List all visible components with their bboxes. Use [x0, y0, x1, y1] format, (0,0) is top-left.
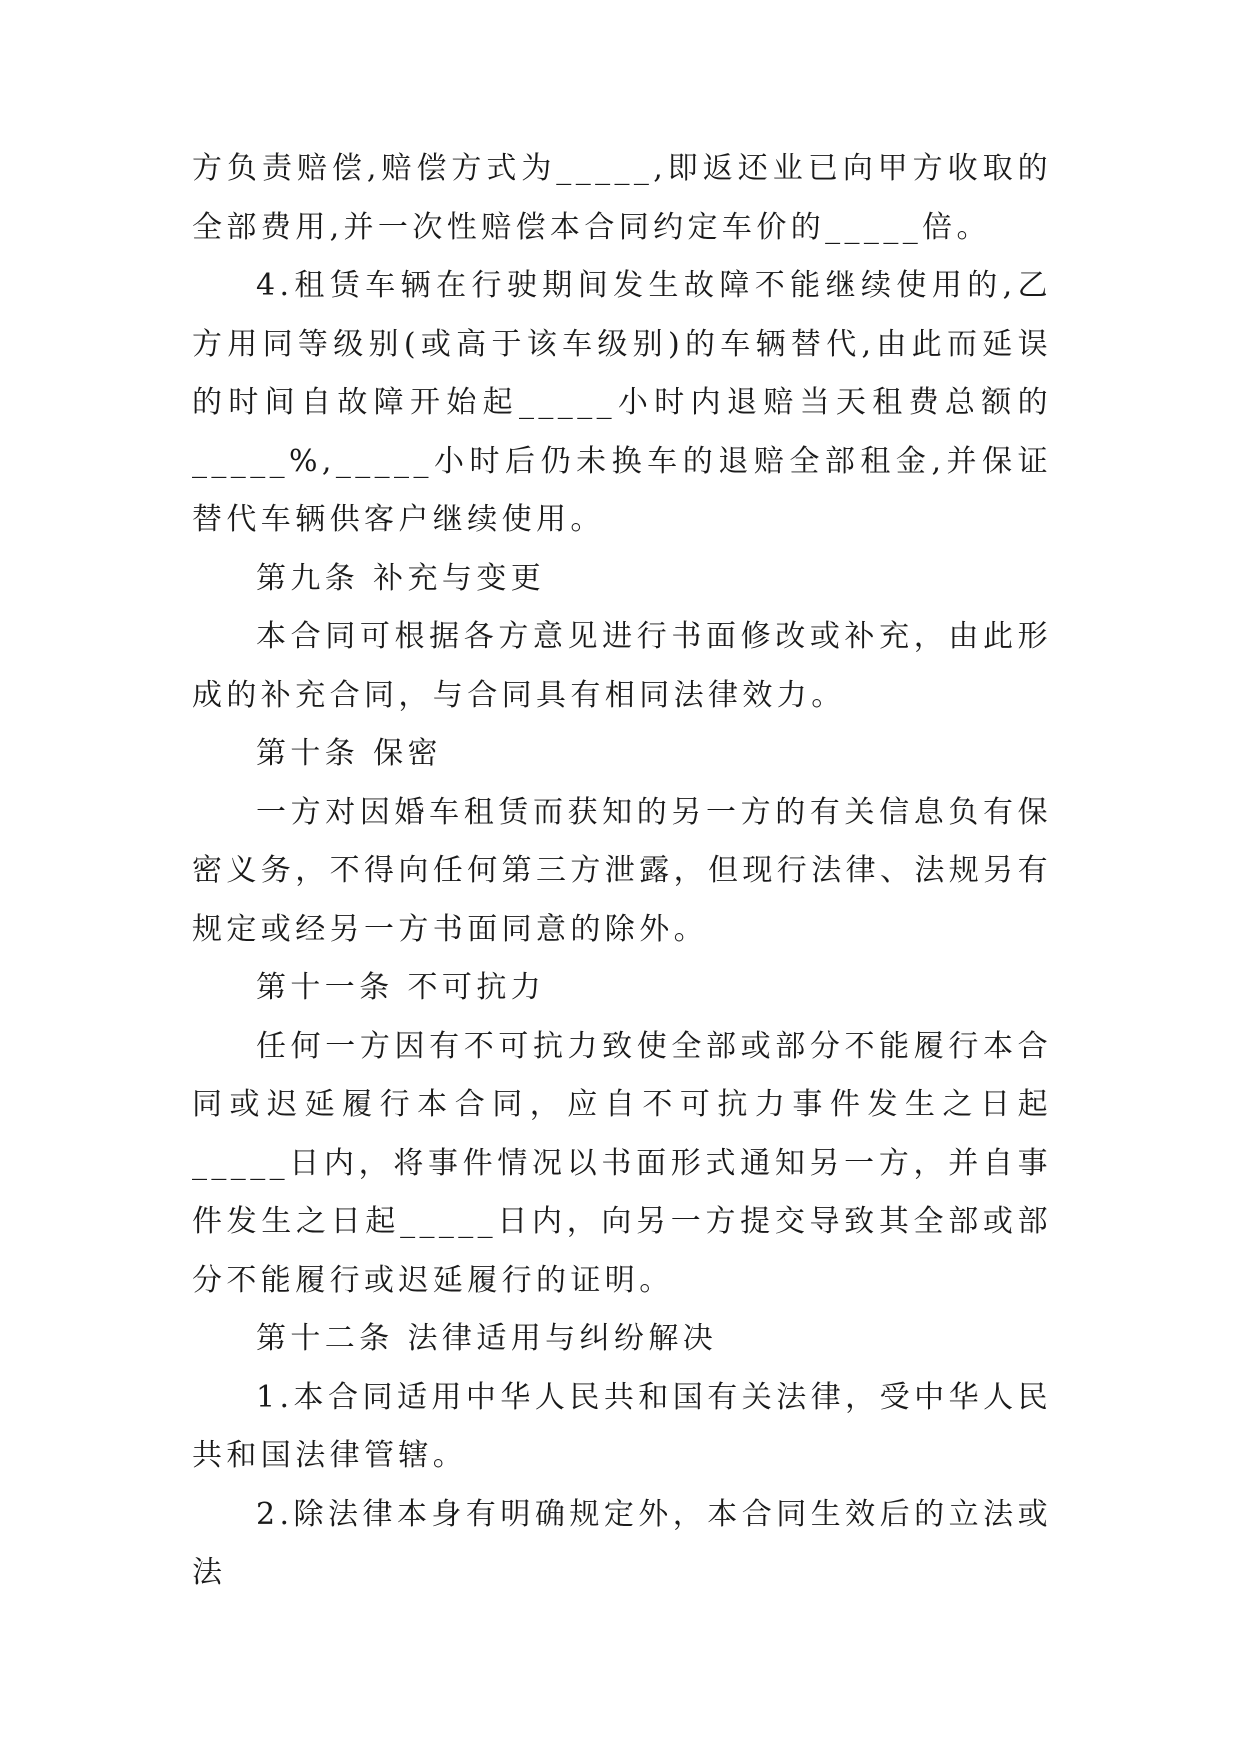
paragraph-article-10-body: 一方对因婚车租赁而获知的另一方的有关信息负有保密义务，不得向任何第三方泄露，但现行法律、法规另有规定或经另一方书面同意的除外。 — [192, 794, 1052, 947]
paragraph-article-11-body: 任何一方因有不可抗力致使全部或部分不能履行本合同或迟延履行本合同，应自不可抗力事件发生之日起_____日内，将事件情况以书面形式通知另一方，并自事件发生之日起_____日内，向另一方提交导致其全部或部分不能履行或迟延履行的证明。 — [192, 1028, 1052, 1298]
document-page — [192, 140, 1052, 1603]
paragraph-article-12-item-2: 2.除法律本身有明确规定外，本合同生效后的立法或法 — [192, 1496, 1052, 1590]
heading-article-9: 第九条 补充与变更 — [256, 560, 546, 596]
paragraph-article-12-item-1: 1.本合同适用中华人民共和国有关法律，受中华人民共和国法律管辖。 — [192, 1379, 1052, 1473]
paragraph-compensation-continued: 方负责赔偿,赔偿方式为_____,即返还业已向甲方收取的全部费用,并一次性赔偿本合同约定车价的_____倍。 — [192, 151, 1052, 245]
paragraph-clause-4-breakdown: 4.租赁车辆在行驶期间发生故障不能继续使用的,乙方用同等级别(或高于该车级别)的车辆替代,由此而延误的时间自故障开始起_____小时内退赔当天租费总额的_____%,_____小时后仍未换车的退赔全部租金,并保证替代车辆供客户继续使用。 — [192, 268, 1052, 537]
heading-article-12: 第十二条 法律适用与纠纷解决 — [256, 1321, 718, 1356]
heading-article-11: 第十一条 不可抗力 — [256, 970, 546, 1005]
paragraph-article-9-body: 本合同可根据各方意见进行书面修改或补充，由此形成的补充合同，与合同具有相同法律效力。 — [192, 619, 1052, 713]
heading-article-10: 第十条 保密 — [256, 736, 442, 771]
